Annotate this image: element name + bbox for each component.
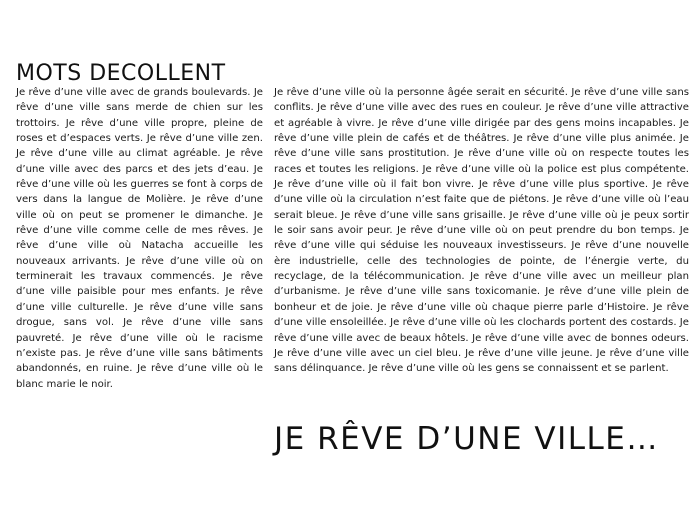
left-column-paragraph: Je rêve d’une ville avec de grands boulevards. Je rêve d’une ville sans merde de chien sur les trottoirs. Je rêve d’une ville propre, pleine de roses et d’espaces verts. Je rêve d’une ville zen. Je rêve d’une ville au climat agréable. Je rêve d’une ville avec des parcs et des jets d’eau. Je rêve d’une ville où les guerres se font à corps de vers dans la langue de Molière. Je rêve d’une ville où on peut se promener le dimanche. Je rêve d’une ville comme celle de mes rêves. Je rêve d’une ville où Natacha accueille les nouveaux arrivants. Je rêve d’une ville où on terminerait les travaux commencés. Je rêve d’une ville paisible pour mes enfants. Je rêve d’une ville culturelle. Je rêve d’une ville sans drogue, sans vol. Je rêve d’une ville sans pauvreté. Je rêve d’une ville où le racisme n’existe pas. Je rêve d’une ville sans bâtiments abandonnés, en ruine. Je rêve d’une ville où le blanc marie le noir. (16, 87, 263, 390)
section-heading-mots-decollent: MOTS DECOLLENT (16, 61, 226, 86)
right-column-paragraph: Je rêve d’une ville où la personne âgée serait en sécurité. Je rêve d’une ville sans conflits. Je rêve d’une ville avec des rues en couleur. Je rêve d’une ville attractive et agréable à vivre. Je rêve d’une ville dirigée par des gens moins incapables. Je rêve d’une ville plein de cafés et de théâtres. Je rêve d’une ville plus animée. Je rêve d’une ville sans prostitution. Je rêve d’une ville où on respecte toutes les races et toutes les religions. Je rêve d’une ville où la police est plus compétente. Je rêve d’une ville où il fait bon vivre. Je rêve d’une ville plus sportive. Je rêve d’une ville où la circulation n’est faite que de piétons. Je rêve d’une ville où l’eau serait bleue. Je rêve d’une ville sans grisaille. Je rêve d’une ville où je peux sortir le soir sans avoir peur. Je rêve d’une ville où on peut prendre du bon temps. Je rêve d’une ville qui séduise les nouveaux investisseurs. Je rêve d’une nouvelle ère industrielle, celle des technologies de pointe, de l’énergie verte, du recyclage, de la télécommunication. Je rêve d’une ville avec un meilleur plan d’urbanisme. Je rêve d’une ville sans toxicomanie. Je rêve d’une ville plein de bonheur et de joie. Je rêve d’une ville où chaque pierre parle d’Histoire. Je rêve d’une ville ensoleillée. Je rêve d’une ville où les clochards portent des costards. Je rêve d’une ville avec de beaux hôtels. Je rêve d’une ville avec de bonnes odeurs. Je rêve d’une ville avec un ciel bleu. Je rêve d’une ville jeune. Je rêve d’une ville sans délinquance. Je rêve d’une ville où les gens se connaissent et se parlent. (274, 87, 689, 375)
title-je-reve-d-une-ville: JE RÊVE D’UNE VILLE… (274, 421, 659, 457)
